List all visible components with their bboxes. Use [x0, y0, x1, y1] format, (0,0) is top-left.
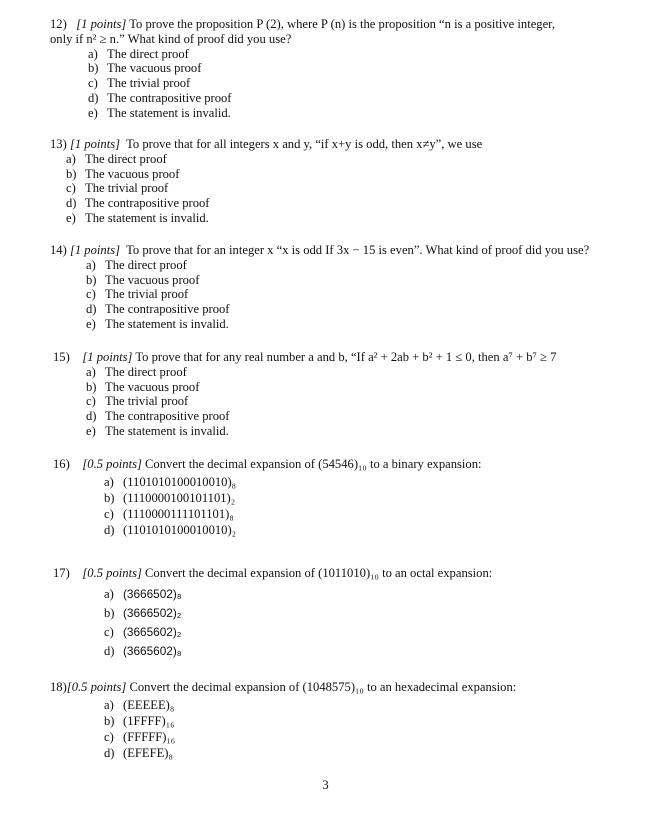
stem-line: Convert the decimal expansion of (1048575)₁₀ to an hexadecimal expansion:	[129, 680, 517, 694]
question-stem	[0, 243, 651, 258]
stem-line: Convert the decimal expansion of (1011010)₁₀ to an octal expansion:	[145, 566, 493, 580]
option-e[interactable]: e) The statement is invalid.	[86, 423, 229, 438]
options-list	[0, 152, 651, 226]
question-12	[0, 17, 651, 121]
points-label: [1 points]	[82, 350, 133, 364]
points-label: [0.5 points]	[82, 566, 142, 580]
option-b[interactable]: b) The vacuous proof	[66, 166, 180, 181]
options-list	[0, 475, 651, 539]
question-stem	[0, 457, 651, 472]
option-d[interactable]: d) (EFEFE)₈	[104, 745, 173, 760]
stem-line: To prove that for any real number a and b, “If a² + 2ab + b² + 1 ≤ 0, then a⁷ + b⁷ ≥ 7	[135, 350, 557, 364]
question-number: 16)	[53, 457, 70, 471]
option-a[interactable]: a) The direct proof	[88, 46, 189, 61]
question-17	[0, 566, 651, 663]
options-list	[0, 587, 651, 663]
option-c[interactable]: c) The trivial proof	[88, 76, 191, 91]
option-a[interactable]: a) The direct proof	[86, 257, 187, 272]
option-b[interactable]: b) The vacuous proof	[88, 61, 202, 76]
option-a[interactable]: a) (EEEEE)₈	[104, 697, 175, 712]
option-d[interactable]: d) The contrapositive proof	[66, 196, 210, 211]
question-number: 15)	[53, 350, 70, 364]
question-number: 17)	[53, 566, 70, 580]
question-stem	[0, 680, 651, 695]
option-c[interactable]: c) (3665602)₂	[104, 624, 182, 639]
points-label: [1 points]	[69, 243, 120, 257]
options-list	[0, 698, 651, 762]
stem-line: only if n² ≥ n.” What kind of proof did you use?	[50, 31, 292, 46]
question-stem	[0, 566, 651, 581]
option-d[interactable]: d) The contrapositive proof	[86, 302, 230, 317]
question-18	[0, 680, 651, 762]
option-e[interactable]: e) The statement is invalid.	[66, 210, 209, 225]
option-d[interactable]: d) (3665602)₈	[104, 643, 182, 658]
option-b[interactable]: b) The vacuous proof	[86, 272, 200, 287]
options-list	[0, 258, 651, 332]
page-number: 3	[322, 778, 329, 792]
option-c[interactable]: c) (1110000111101101)₈	[104, 506, 234, 521]
question-number: 12)	[50, 17, 67, 31]
option-e[interactable]: e) The statement is invalid.	[86, 316, 229, 331]
option-c[interactable]: c) The trivial proof	[86, 394, 189, 409]
question-15	[0, 350, 651, 439]
option-b[interactable]: b) The vacuous proof	[86, 379, 200, 394]
option-b[interactable]: b) (1FFFF)₁₆	[104, 713, 175, 728]
points-label: [1 points]	[76, 17, 127, 31]
question-13	[0, 137, 651, 226]
question-number: 14)	[50, 243, 67, 257]
options-list	[0, 365, 651, 439]
option-e[interactable]: e) The statement is invalid.	[88, 105, 231, 120]
question-16	[0, 457, 651, 539]
stem-line: To prove the proposition P (2), where P (n) is the proposition “n is a positive integer,	[129, 17, 556, 31]
option-d[interactable]: d) (1101010100010010)₂	[104, 522, 237, 537]
question-stem	[0, 350, 651, 365]
option-a[interactable]: a) The direct proof	[66, 151, 167, 166]
option-c[interactable]: c) The trivial proof	[86, 287, 189, 302]
question-14	[0, 243, 651, 332]
question-number: 13)	[50, 137, 67, 151]
question-stem	[0, 137, 651, 152]
option-a[interactable]: a) (3666502)₈	[104, 586, 182, 601]
option-d[interactable]: d) The contrapositive proof	[86, 409, 230, 424]
points-label: [0.5 points]	[66, 680, 127, 694]
stem-line: Convert the decimal expansion of (54546)₁₀ to a binary expansion:	[145, 457, 482, 471]
option-a[interactable]: a) (1101010100010010)₈	[104, 474, 237, 489]
option-d[interactable]: d) The contrapositive proof	[88, 90, 232, 105]
points-label: [1 points]	[69, 137, 120, 151]
option-b[interactable]: b) (3666502)₂	[104, 605, 182, 620]
option-b[interactable]: b) (1110000100101101)₂	[104, 490, 236, 505]
question-number: 18)	[50, 680, 67, 694]
stem-line: To prove that for an integer x “x is odd If 3x − 15 is even”. What kind of proof did you use?	[126, 243, 590, 257]
option-c[interactable]: c) The trivial proof	[66, 181, 169, 196]
points-label: [0.5 points]	[82, 457, 142, 471]
option-c[interactable]: c) (FFFFF)₁₆	[104, 729, 176, 744]
options-list	[0, 47, 651, 121]
stem-line: To prove that for all integers x and y, “if x+y is odd, then x≠y”, we use	[126, 137, 483, 151]
option-a[interactable]: a) The direct proof	[86, 364, 187, 379]
question-stem	[0, 17, 651, 47]
